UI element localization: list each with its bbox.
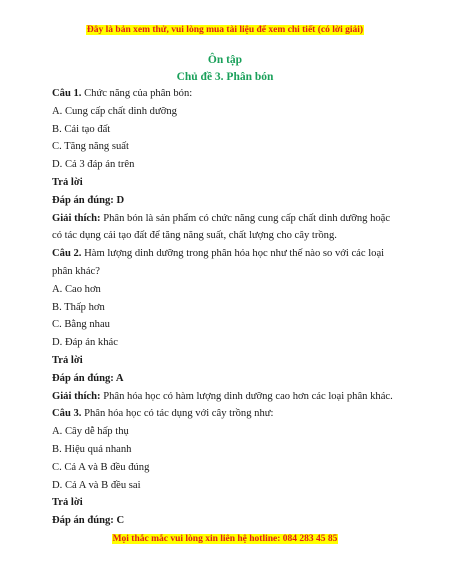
q1-option-b: B. Cải tạo đất xyxy=(52,123,111,135)
question-3 xyxy=(52,405,400,423)
question-3-text: Phân hóa học có tác dụng với cây trồng như: xyxy=(84,408,274,420)
topic-title: Chủ đề 3. Phân bón xyxy=(176,71,274,83)
preview-notice-banner xyxy=(0,25,450,35)
q1-explanation xyxy=(52,210,400,246)
q3-option-a: A. Cây dễ hấp thụ xyxy=(52,426,129,438)
document-body xyxy=(52,85,400,530)
section-title: Ôn tập xyxy=(207,54,243,66)
q3-option-b: B. Hiệu quả nhanh xyxy=(52,443,132,455)
preview-notice-text: Đây là bản xem thử, vui lòng mua tài liệu để xem chi tiết (có lời giải) xyxy=(86,25,364,35)
q1-option-a: A. Cung cấp chất dinh dưỡng xyxy=(52,105,177,117)
q3-option-c: C. Cả A và B đều đúng xyxy=(52,461,150,473)
hotline-notice-text: Mọi thắc mắc vui lòng xin liên hệ hotline: 084 283 45 85 xyxy=(112,534,338,544)
q2-explanation-text: Phân hóa học có hàm lượng dinh dưỡng cao hơn các loại phân khác. xyxy=(103,390,393,402)
q1-option-d: D. Cả 3 đáp án trên xyxy=(52,159,135,171)
q2-option-d: D. Đáp án khác xyxy=(52,337,118,349)
q1-explanation-label: Giải thích: xyxy=(52,212,101,224)
q1-explanation-text: Phân bón là sản phẩm có chức năng cung cấp chất dinh dưỡng hoặc có tác dụng cải tạo đất để tăng năng suất, chất lượng cho cây trồng. xyxy=(52,212,391,242)
q2-explanation xyxy=(52,388,400,406)
question-1-text: Chức năng của phân bón: xyxy=(84,88,193,99)
q2-explanation-label: Giải thích: xyxy=(52,390,101,402)
question-2-label: Câu 2. xyxy=(52,248,82,260)
question-1 xyxy=(52,85,400,103)
q2-option-a: A. Cao hơn xyxy=(52,283,101,295)
question-3-label: Câu 3. xyxy=(52,408,82,420)
q1-answer-heading: Trả lời xyxy=(52,176,83,188)
question-2-text: Hàm lượng dinh dưỡng trong phân hóa học như thế nào so với các loại phân khác? xyxy=(52,248,385,277)
question-1-label: Câu 1. xyxy=(52,88,82,99)
hotline-notice-banner xyxy=(0,534,450,544)
question-2 xyxy=(52,245,400,281)
q2-answer-heading: Trả lời xyxy=(52,354,83,366)
q3-answer-heading: Trả lời xyxy=(52,497,83,509)
q2-answer: Đáp án đúng: A xyxy=(52,372,124,384)
q3-option-d: D. Cả A và B đều sai xyxy=(52,479,141,491)
q1-answer: Đáp án đúng: D xyxy=(52,194,125,206)
q1-option-c: C. Tăng năng suất xyxy=(52,141,129,153)
q2-option-b: B. Thấp hơn xyxy=(52,301,105,313)
q3-answer: Đáp án đúng: C xyxy=(52,515,125,527)
q2-option-c: C. Bằng nhau xyxy=(52,319,110,331)
